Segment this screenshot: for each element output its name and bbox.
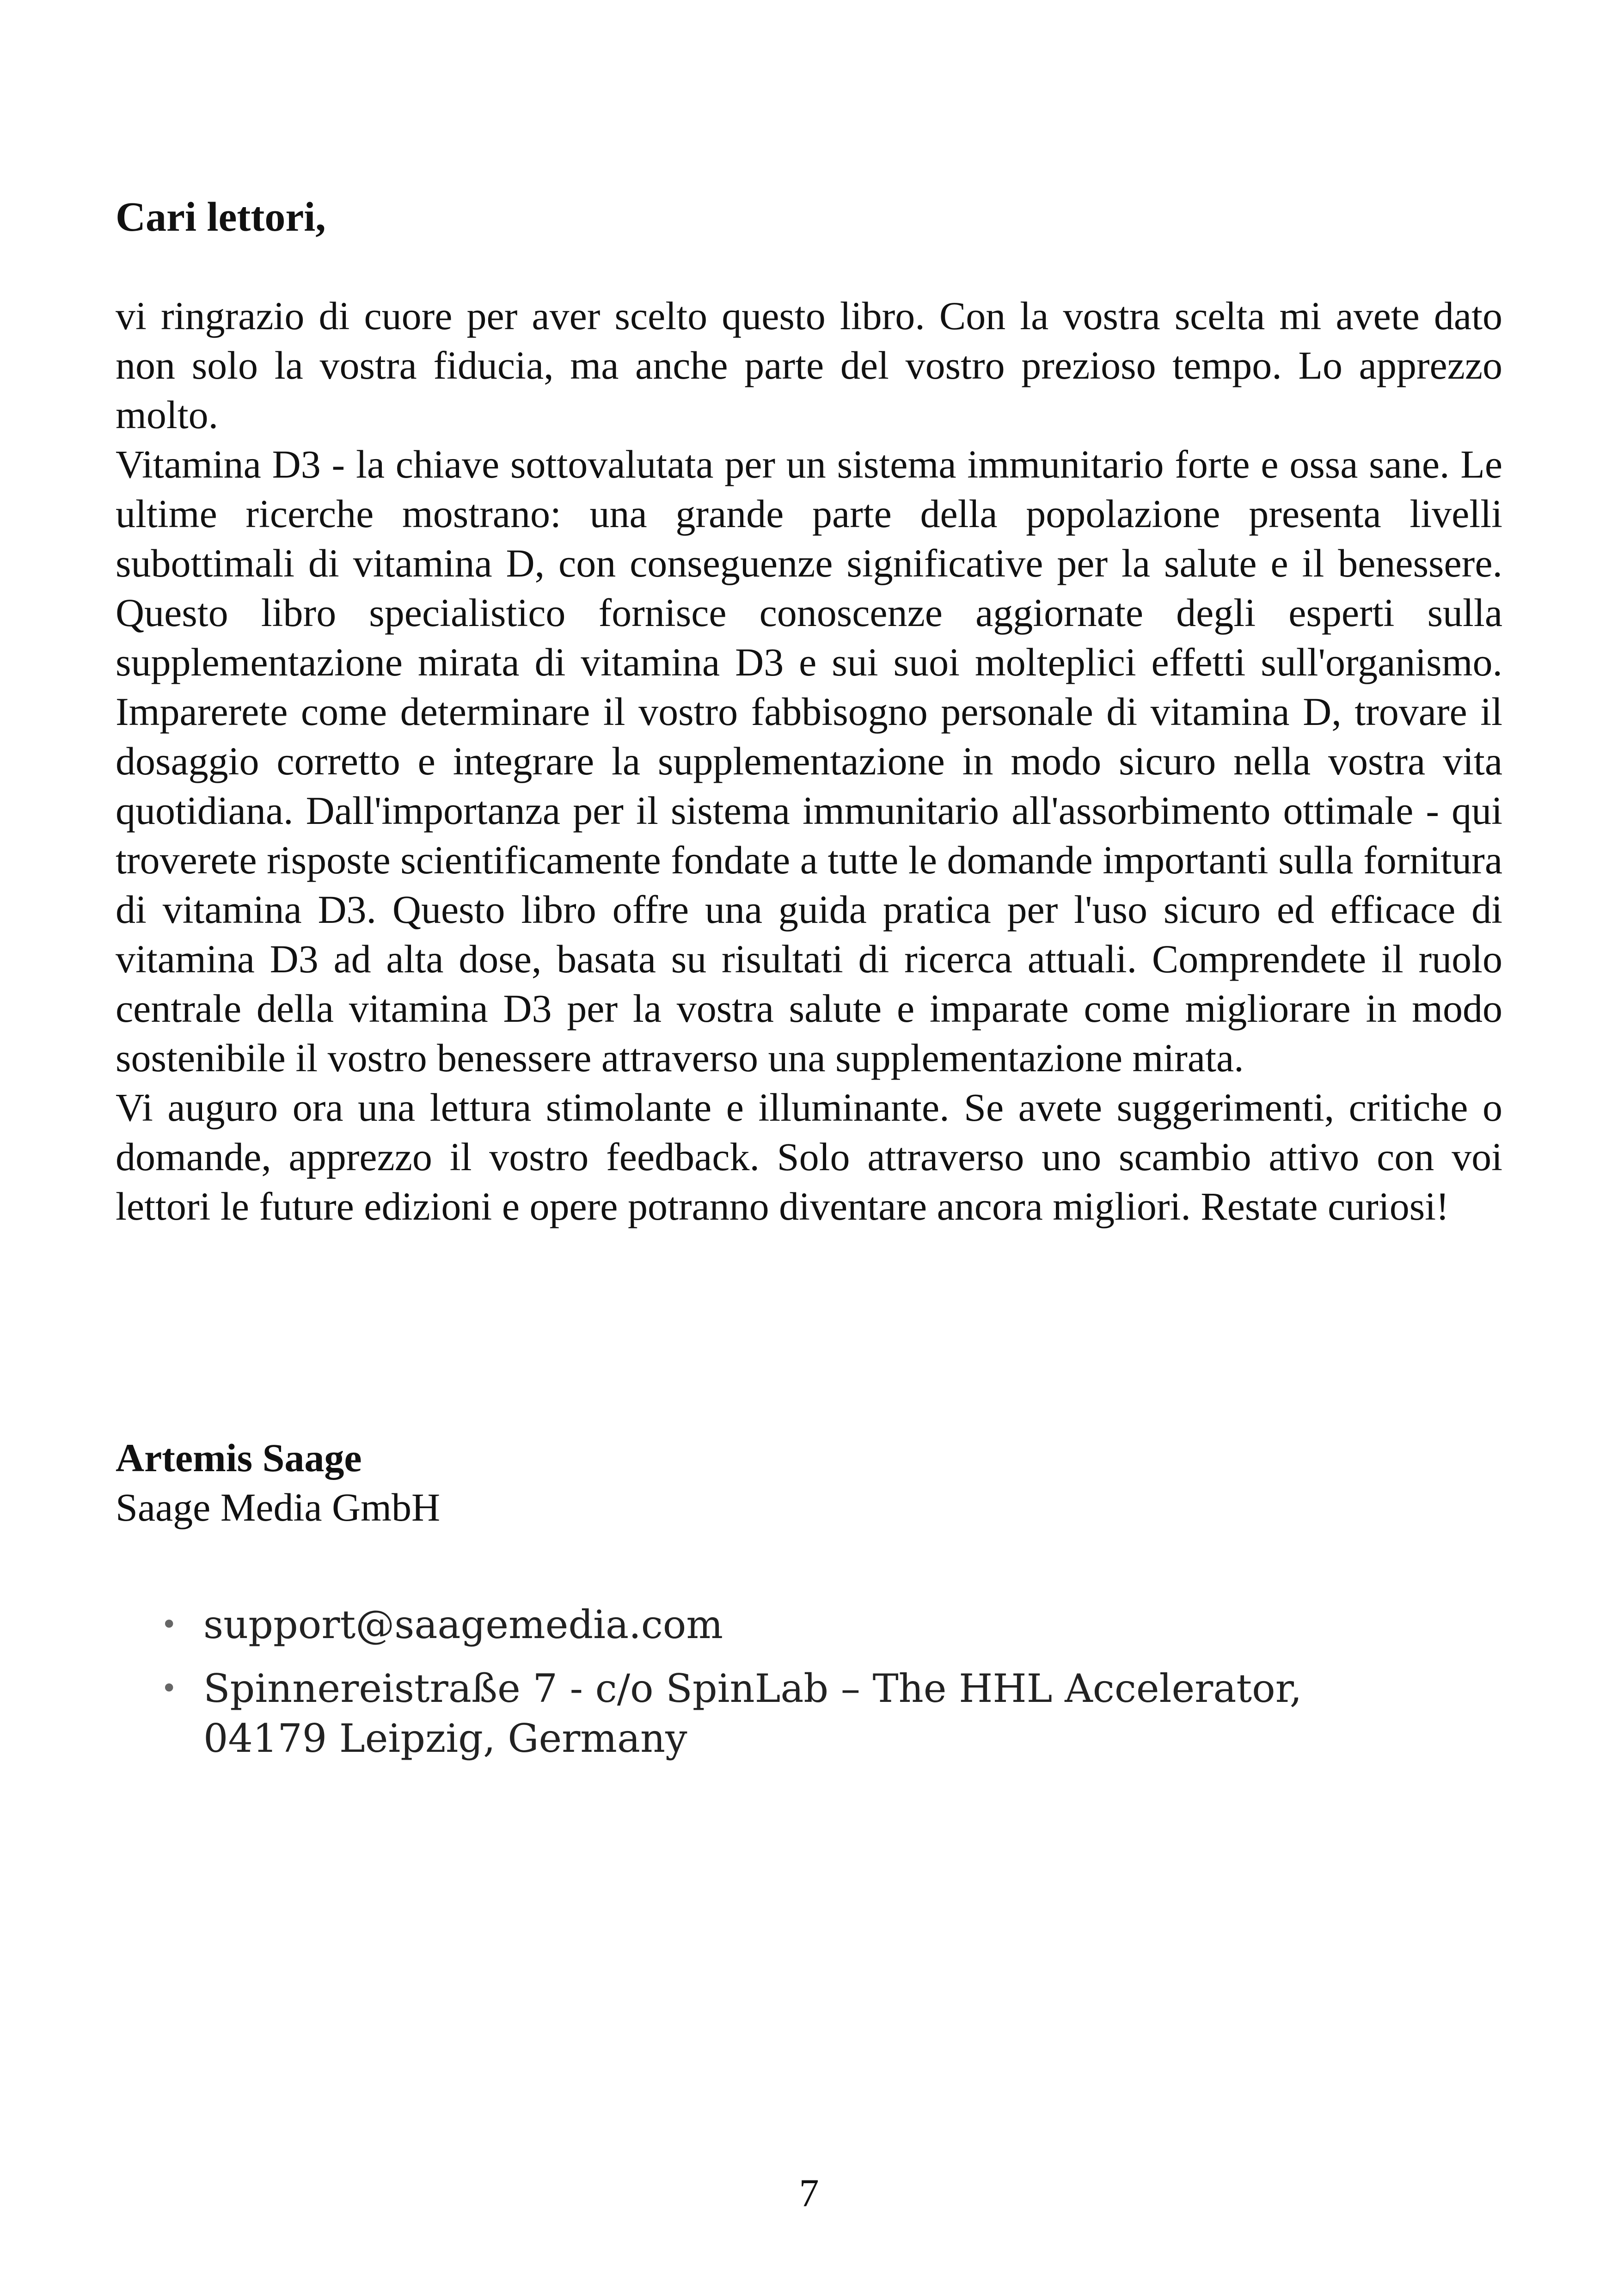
contact-list (116, 1600, 1502, 1777)
author-name: Artemis Saage (116, 1436, 362, 1480)
paragraph-closing: Vi auguro ora una lettura stimolante e illuminante. Se avete suggerimenti, critiche o domande, apprezzo il vostro feedback. Solo attraverso uno scambio attivo con voi lettori le future edizioni e opere potranno diventare ancora migliori. Restate curiosi! (116, 1085, 1502, 1228)
company-name: Saage Media GmbH (116, 1485, 441, 1529)
page-number: 7 (799, 2171, 819, 2215)
paragraph-book-description: Vitamina D3 - la chiave sottovalutata per un sistema immunitario forte e ossa sane. Le ultime ricerche mostrano: una grande parte della popolazione presenta livelli subottimali di vitamina D, con conseguenze significative per la salute e il benessere. Questo libro specialistico fornisce conoscenze aggiornate degli esperti sulla supplementazione mirata di vitamina D3 e sui suoi molteplici effetti sull'organismo. Imparerete come determinare il vostro fabbisogno personale di vitamina D, trovare il dosaggio corretto e integrare la supplementazione in modo sicuro nella vostra vita quotidiana. Dall'importanza per il sistema immunitario all'assorbimento ottimale - qui troverete risposte scientificamente fondate a tutte le domande importanti sulla fornitura di vitamina D3. Questo libro offre una guida pratica per l'uso sicuro ed efficace di vitamina D3 ad alta dose, basata su risultati di ricerca attuali. Comprendete il ruolo centrale della vitamina D3 per la vostra salute e imparate come migliorare in modo sostenibile il vostro benessere attraverso una supplementazione mirata. (116, 442, 1502, 1080)
letter-body (116, 291, 1502, 1231)
contact-email[interactable]: support@saagemedia.com (203, 1602, 723, 1647)
paragraph-thanks: vi ringrazio di cuore per aver scelto questo libro. Con la vostra scelta mi avete dato non solo la vostra fiducia, ma anche parte del vostro prezioso tempo. Lo apprezzo molto. (116, 294, 1502, 437)
bullet-icon: • (161, 1608, 178, 1641)
greeting-heading: Cari lettori, (116, 194, 326, 240)
bullet-icon: • (161, 1672, 178, 1705)
contact-item-address (116, 1664, 1313, 1763)
contact-address: Spinnereistraße 7 - c/o SpinLab – The HHL Accelerator, 04179 Leipzig, Germany (203, 1666, 1302, 1761)
contact-item-email (116, 1600, 1313, 1650)
document-page (116, 0, 1502, 2296)
signature-block (116, 1433, 440, 1532)
